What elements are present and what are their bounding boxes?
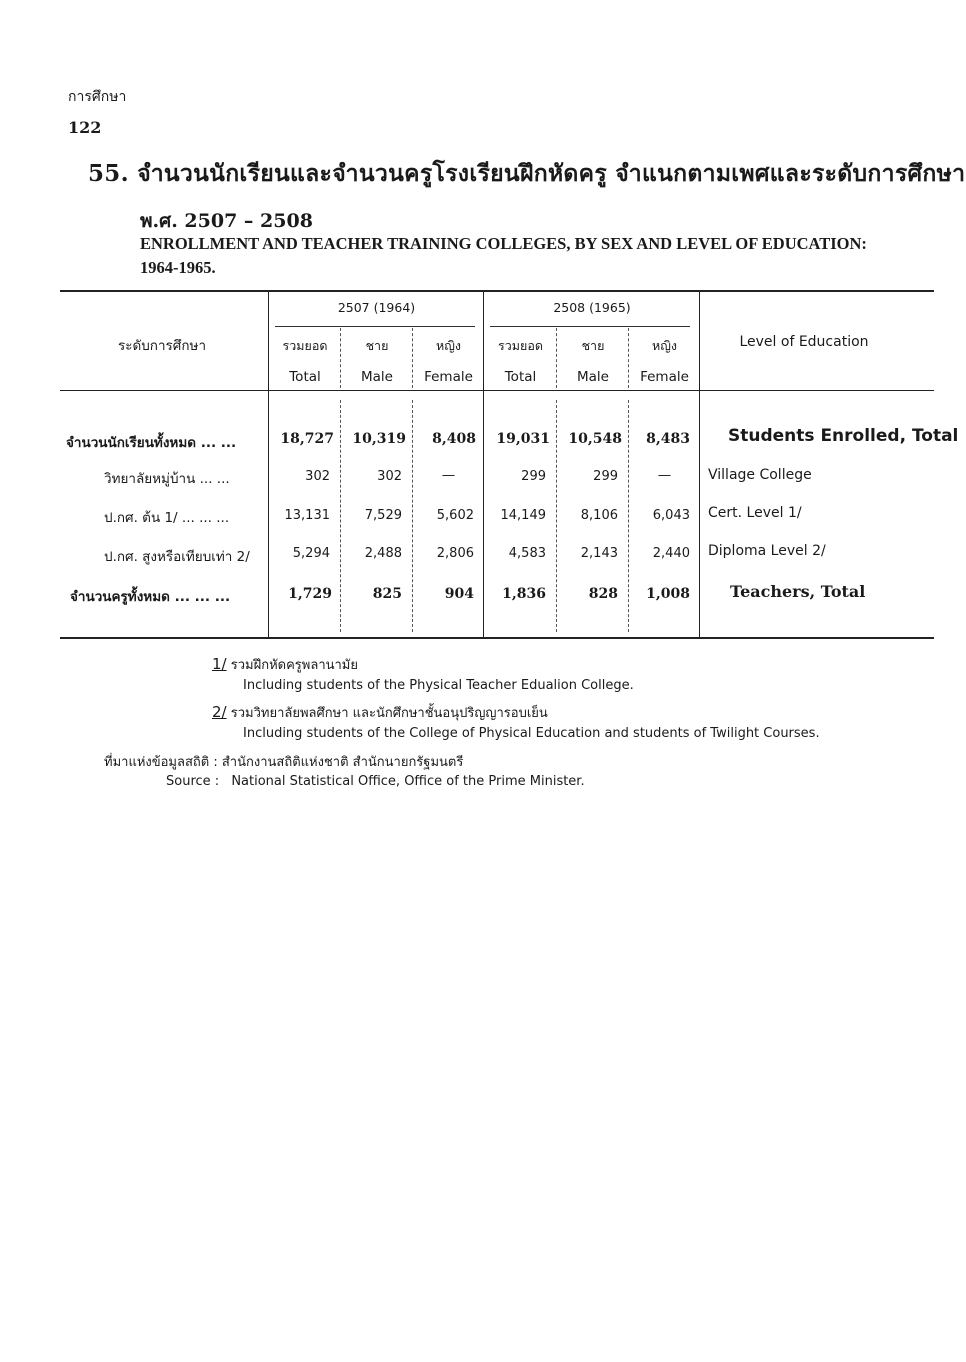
subheader-total-th: รวมยอด bbox=[498, 338, 543, 353]
source-thai-text: สำนักงานสถิติแห่งชาติ สำนักนายกรัฐมนตรี bbox=[221, 755, 464, 770]
footnote-1-mark: 1/ bbox=[212, 655, 227, 673]
table-cell: 2,143 bbox=[580, 546, 618, 561]
table-cell: 6,043 bbox=[652, 508, 690, 523]
column-divider bbox=[412, 328, 413, 388]
table-cell: 828 bbox=[588, 586, 618, 602]
row-label-english: Teachers, Total bbox=[730, 582, 866, 601]
row-label-english: Students Enrolled, Total bbox=[728, 426, 959, 446]
row-label-thai: จำนวนครูทั้งหมด ... ... ... bbox=[70, 589, 231, 605]
column-divider bbox=[412, 400, 413, 632]
table-title-english: ENROLLMENT AND TEACHER TRAINING COLLEGES, BY SEX AND LEVEL OF EDUCATION: 1964-1965. bbox=[140, 234, 867, 277]
year-group-rule bbox=[490, 326, 690, 327]
subheader-total-en: Total bbox=[504, 369, 537, 385]
table-cell: 2,806 bbox=[436, 546, 474, 561]
table-top-rule bbox=[60, 290, 934, 292]
row-label-english: Village College bbox=[708, 467, 812, 483]
source-english-label: Source : bbox=[166, 774, 220, 789]
table-cell: 13,131 bbox=[284, 508, 330, 523]
table-cell: — bbox=[441, 467, 456, 483]
table-cell: 904 bbox=[444, 586, 474, 602]
table-title-thai: 55. จำนวนนักเรียนและจำนวนครูโรงเรียนฝึกหัดครู จำแนกตามเพศและระดับการศึกษา bbox=[88, 160, 966, 187]
footnote-2-thai bbox=[212, 702, 548, 723]
table-bottom-rule bbox=[60, 637, 934, 639]
row-label-english: Cert. Level 1/ bbox=[708, 505, 802, 521]
footnote-1-thai bbox=[212, 654, 358, 675]
table-cell: 5,294 bbox=[292, 546, 330, 561]
footnote-2-thai-text: รวมวิทยาลัยพลศึกษา และนักศึกษาชั้นอนุปริญญารอบเย็น bbox=[230, 706, 548, 721]
year-group-rule bbox=[275, 326, 475, 327]
stub-header-thai: ระดับการศึกษา bbox=[117, 338, 207, 354]
table-cell: 5,602 bbox=[436, 508, 474, 523]
footnote-2-english: Including students of the College of Physical Education and students of Twilight Courses. bbox=[243, 726, 820, 741]
table-cell: 8,483 bbox=[646, 431, 690, 447]
table-cell: — bbox=[657, 467, 672, 483]
source-thai-label: ที่มาแห่งข้อมูลสถิติ : bbox=[104, 755, 218, 770]
footnote-1-english: Including students of the Physical Teacher Edualion College. bbox=[243, 678, 634, 693]
column-divider bbox=[699, 292, 700, 637]
table-cell: 299 bbox=[593, 469, 618, 484]
year-group-1965: 2508 (1965) bbox=[553, 300, 631, 315]
footnote-2-mark: 2/ bbox=[212, 703, 227, 721]
column-divider bbox=[340, 400, 341, 632]
table-cell: 299 bbox=[521, 469, 546, 484]
row-label-thai: ป.กศ. สูงหรือเทียบเท่า 2/ bbox=[104, 549, 250, 565]
row-label-thai: ป.กศ. ต้น 1/ ... ... ... bbox=[104, 510, 230, 526]
table-cell: 10,319 bbox=[352, 431, 406, 447]
subheader-female-th: หญิง bbox=[652, 338, 677, 353]
row-label-thai: วิทยาลัยหมู่บ้าน ... ... bbox=[104, 471, 230, 487]
header-bottom-rule bbox=[60, 390, 934, 391]
table-cell: 14,149 bbox=[500, 508, 546, 523]
table-cell: 8,408 bbox=[432, 431, 476, 447]
subheader-female-en: Female bbox=[424, 369, 473, 385]
subheader-male-th: ชาย bbox=[365, 338, 389, 353]
column-divider bbox=[268, 292, 269, 637]
source-thai bbox=[104, 751, 463, 772]
column-divider bbox=[628, 400, 629, 632]
stub-header-english: Level of Education bbox=[739, 334, 869, 350]
table-cell: 18,727 bbox=[280, 431, 334, 447]
subheader-male-th: ชาย bbox=[581, 338, 605, 353]
source-english-text: National Statistical Office, Office of the Prime Minister. bbox=[231, 774, 585, 789]
table-cell: 2,440 bbox=[652, 546, 690, 561]
table-cell: 1,729 bbox=[288, 586, 332, 602]
subheader-female-th: หญิง bbox=[436, 338, 461, 353]
column-divider bbox=[628, 328, 629, 388]
table-cell: 4,583 bbox=[508, 546, 546, 561]
column-divider bbox=[340, 328, 341, 388]
table-cell: 302 bbox=[377, 469, 402, 484]
table-cell: 7,529 bbox=[364, 508, 402, 523]
column-divider bbox=[556, 328, 557, 388]
subheader-total-en: Total bbox=[289, 369, 321, 385]
row-label-english: Diploma Level 2/ bbox=[708, 543, 826, 559]
table-cell: 8,106 bbox=[580, 508, 618, 523]
subheader-female-en: Female bbox=[640, 369, 689, 385]
table-cell: 19,031 bbox=[496, 431, 550, 447]
row-label-thai: จำนวนนักเรียนทั้งหมด ... ... bbox=[66, 435, 237, 451]
subheader-total-th: รวมยอด bbox=[282, 338, 328, 353]
year-group-1964: 2507 (1964) bbox=[337, 300, 416, 315]
table-cell: 1,008 bbox=[646, 586, 690, 602]
table-cell: 10,548 bbox=[568, 431, 622, 447]
table-cell: 302 bbox=[305, 469, 330, 484]
table-title-thai-years: พ.ศ. 2507 – 2508 bbox=[140, 210, 313, 232]
subheader-male-en: Male bbox=[577, 369, 609, 385]
subheader-male-en: Male bbox=[361, 369, 393, 385]
table-cell: 825 bbox=[372, 586, 402, 602]
source-english bbox=[166, 774, 585, 789]
footnote-1-thai-text: รวมฝึกหัดครูพลานามัย bbox=[230, 658, 358, 673]
section-header: การศึกษา bbox=[68, 89, 127, 105]
table-cell: 2,488 bbox=[364, 546, 402, 561]
column-divider bbox=[483, 292, 484, 637]
page-number: 122 bbox=[68, 118, 102, 137]
table-cell: 1,836 bbox=[502, 586, 546, 602]
column-divider bbox=[556, 400, 557, 632]
